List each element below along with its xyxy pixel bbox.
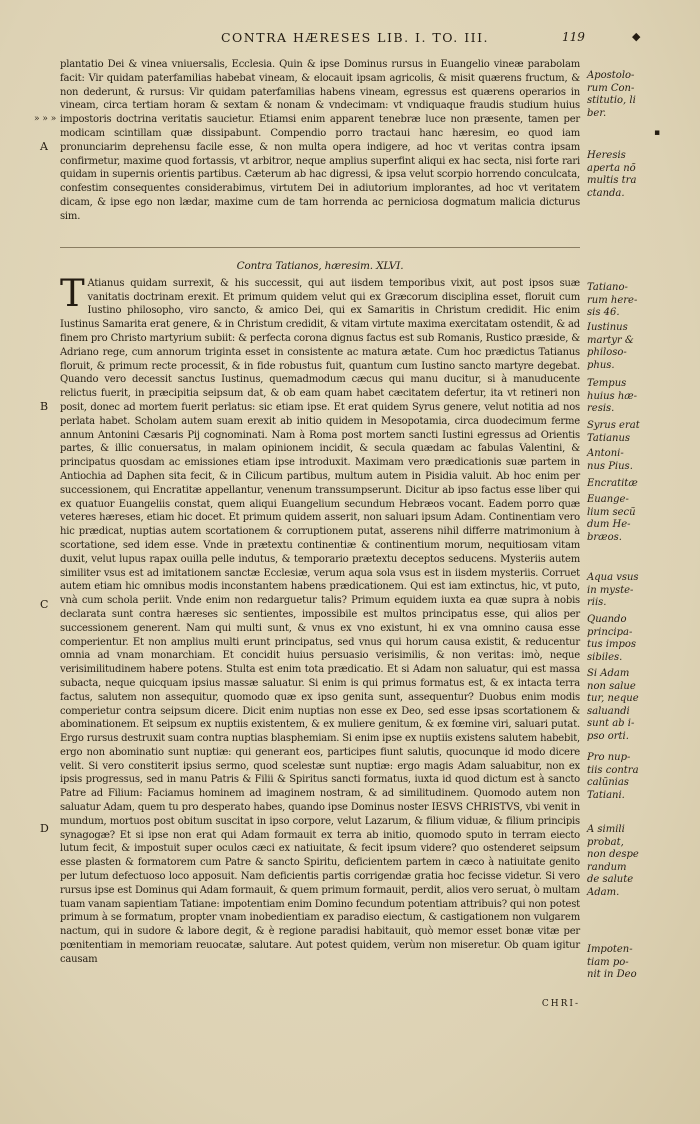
margin-note-impotentiam: Impoten- tiam po- nit in Deo: [587, 944, 637, 981]
page-number: 119: [562, 30, 585, 44]
margin-note-quando: Quando principa- tus impos sibiles.: [587, 614, 637, 663]
margin-note-euangelium: Euange- lium secũ dum He- bræos.: [587, 494, 636, 543]
text-block-b: [60, 260, 580, 967]
margin-note-tatiano: Tatiano- rum here- sis 46.: [587, 282, 638, 319]
section-letter-a: A: [40, 140, 48, 153]
margin-note-apostolorum: Apostolo- rum Con- stitutio, li ber.: [587, 70, 636, 119]
margin-note-heresis: Heresis aperta nõ multis tra ctanda.: [587, 150, 637, 199]
margin-note-encratitae: Encratitæ: [587, 478, 638, 489]
paragraph: plantatio Dei & vinea vniuersalis, Ecclesia. Quin & ipse Dominus rursus in Euangelio vineæ parabolam facit: Vir quidam paterfamilias habebat vineam, & elocauit ipsam agricolis, & misit quærens fructum, & non dederunt, & rursus: Vir quidam paterfamilias habens vineam, egressus est quærens operarios in vineam, circa tertiam horam & sextam & nonam & vndecimam: vt vndiquaque fraudis studium huius impostoris doctrina veritatis saucietur. Etiamsi enim apparent tenebræ luce non præsente, tamen per modicam scintillam quæ dissipabunt. Compendio porro tractaui hanc hæresim, eo quod iam pronunciarim deprehensu facile esse, & non multa opera indigere, ad hoc vt veritas contra ipsam confirmetur, maxime quod fortassis, vt arbitror, neque amplius superfint aliqui ex hac secta, nisi forte rari quidam in supernis orientis partibus. Cæterum ab hac digressi, & ipsa velut scorpio horrendo conculcata, confestim consequentes considerabimus, virtutem Dei in adiutorium implorantes, ad hoc vt veritatem dicam, & ipse ego non lædar, maxime cum de tam horrenda ac perniciosa dogmatum malicia dicturus sim.: [60, 59, 580, 222]
ornament-icon: ◆: [632, 30, 641, 43]
paragraph: [60, 271, 580, 967]
margin-note-syrus: Syrus erat Tatianus: [587, 420, 640, 444]
section-heading: Contra Tatianos, hæresim. XLVI.: [236, 260, 404, 272]
margin-note-a-simili: A simili probat, non despe randum de salute Adam.: [587, 824, 639, 898]
quotation-marks: » » »: [34, 114, 57, 124]
margin-note-antoninus: Antoni- nus Pius.: [587, 448, 633, 472]
margin-note-pro-nuptiis: Pro nup- tiis contra calũnias Tatiani.: [587, 752, 639, 801]
section-letter-b: B: [40, 400, 49, 413]
text-block-a: [60, 58, 580, 224]
margin-note-tempus: Tempus huius hæ- resis.: [587, 378, 638, 415]
margin-note-si-adam: Si Adam non salue tur, neque saluandi sunt ab i- pso orti.: [587, 668, 639, 742]
stray-mark: ▪: [654, 128, 661, 138]
catchword: CHRI-: [541, 999, 580, 1009]
section-letter-d: D: [40, 822, 49, 835]
margin-note-iustinus: Iustinus martyr & philoso- phus.: [587, 322, 634, 371]
paragraph-text: Atianus quidam surrexit, & his successit, qui aut iisdem temporibus vixit, aut post ipsos suæ vanitatis doctrinam erexit. Et primum quidem velut qui ex Græcorum disciplina esset, floruit cum Iustino philosopho, viro sancto, & amico Dei, qui ex Samaritis in Christum credidit. Hic enim Iustinus Samarita erat genere, & in Christum credidit, & vitam virtute maxima exercitatam ostendit, & ad finem pro Christo martyrium subiit: & perfecta corona dignus factus est sub Romanis, Rustico præside, & Adriano rege, cum annorum triginta esset in consistente ac matura ætate. Cum hoc prædictus Tatianus floruit, & primum recte processit, & in fide robustus fuit, quantum cum Iustino sancto martyre degebat. Quando vero decessit sanctus Iustinus, quemadmodum cæcus qui manu ducitur, si à manuducente relictus fuerit, in præcipitia seipsum dat, & ob eam quam habet cæcitatem defertur, ita vt retineri non posit, donec ad mortem fuerit perlatus: sic etiam ipse. Et erat quidem Syrus genere, velut notitia ad nos perlata habet. Scholam autem suam erexit ab initio quidem in Mesopotamia, circa duodecimum ferme annum Antonini Cæsaris Pij cognominati. Nam à Roma post mortem sancti Iustini egressus ad Orientis partes, & illic conuersatus, in malam opinionem incidit, & secula quædam ac fabulas Valentini, & principatus quosdam ac emissiones etiam ipse introduxit. Maximam vero prædicationis suæ partem in Antiochia ad Daphen sita fecit, & in Cilicum partibus, multum autem in Pisidia valuit. Ab hoc enim per successionem, qui Encratitæ appellantur, venenum transsumpserunt. Dicitur ab ipso factus esse liber qui ex quatuor Euangeliis constat, quem aliqui Euangelium secundum Hebræos vocant. Eadem porro quæ veteres hæreses, etiam hic docet. Et primum quidem asserit, non saluari ipsum Adam. Continentiam vero hic prædicat, nuptias autem scortationem & corruptionem putat, asserens nihil differre matrimonium à scortatione, sed idem esse. Vnde in prætextu continentiæ & continentium morum, nequitiosam vitam duxit, velut lupus rapax ouilla pelle indutus, & temporario prætextu deceptos seducens. Mysteriis autem similiter vsus est ad imitationem sanctæ Ecclesiæ, verum aqua sola vsus est in iisdem mysteriis. Corruet autem etiam hic omnibus modis inconstantem habens prædicationem. Qui est iam extinctus, hic, vt puto, vnà cum schola periit. Vnde enim non redarguetur talis? Primum equidem iuxta ea quæ supra à nobis declarata sunt contra hæreses sic sentientes, impossibile est multos principatus esse, qui alios per successionem generent. Nam qui multi sunt, & vnus ex vno existunt, hi ex vna omnino causa esse comperientur. Et non amplius multi erunt principatus, sed vnus qui horum causa existit, & reducentur omnia ad vnam monarchiam. Et concidit huius persuasio verisimilis, & non veritas: imò, neque verisimilitudinem habere potens. Stulta est enim tota prædicatio. Et si Adam non saluatur, qui est massa subacta, neque quicquam ipsius massæ saluatur. Si enim is qui primus formatus est, & ex intacta terra factus, salutem non assequitur, quomodo quæ ex ipso genita sunt, assequentur? Duobus enim modis comperietur contra seipsum dicere. Dicit enim nuptias non esse ex Deo, sed esse ipsas scortationem & abominationem. Et seipsum ex nuptiis existentem, & ex muliere genitum, & ex fœmine viri, saluari putat. Ergo rursus destruxit suam contra nuptias blasphemiam. Si enim ipse ex nuptiis existens salutem habebit, ergo non abominatio sunt nuptiæ: qui generant eos, participes fiunt salutis, quocunque id modo dicere velit. Si vero constiterit ipsius sermo, quod scelestæ sunt nuptiæ: ergo magis Adam saluabitur, non ex ipsis progressus, sed in manu Patris & Filii & Spiritus sancti formatus, iuxta id quod dictum est à sancto Patre ad Filium: Faciamus hominem ad imaginem nostram, & ad similitudinem. Quomodo autem non saluatur Adam, quem tu pro desperato habes, quando ipse Dominus noster IESVS CHRISTVS, vbi venit in mundum, mortuos post obitum suscitat in ipso corpore, velut Lazarum, & filium viduæ, & filium principis synagogæ? Et si ipse non erat qui Adam formauit ex terra ab initio, quomodo sputo in terram eiecto lutum fecit, & impostuit super oculos cæci ex natiuitate, & fecit ipsum videre? quo ostenderet seipsum esse plasten & formatorem cum Patre & sancto Spiritu, deficientem partem in cæco à natiuitate genito per lutum defectuoso loco apposuit. Nam deficientis partis corrigendæ gratia hoc fecisse videtur. Si vero rursus ipse est Dominus qui Adam formauit, & quem primum formauit, perdit, alios vero seruat, ò multam tuam vanam sapientiam Tatiane: impotentiam enim Domino fecundum potentiam attribuis? qui non potest primum à se formatum, propter vnam inobedientiam ex paradiso eiectum, & castigationem non vulgarem nactum, qui in sudore & labore degit, & è regione paradisi habitauit, quò memor esset bonæ vitæ per pœnitentiam in memoriam reuocatæ, salutare. Aut potest quidem, verùm non miseretur. Ob quam igitur causam: [60, 277, 580, 965]
divider: [60, 247, 580, 248]
drop-cap: T: [60, 271, 85, 315]
section-letter-c: C: [40, 598, 49, 611]
margin-note-aqua: Aqua vsus in myste- riis.: [587, 572, 639, 609]
running-title: CONTRA HÆRESES LIB. I. TO. III.: [220, 30, 489, 45]
